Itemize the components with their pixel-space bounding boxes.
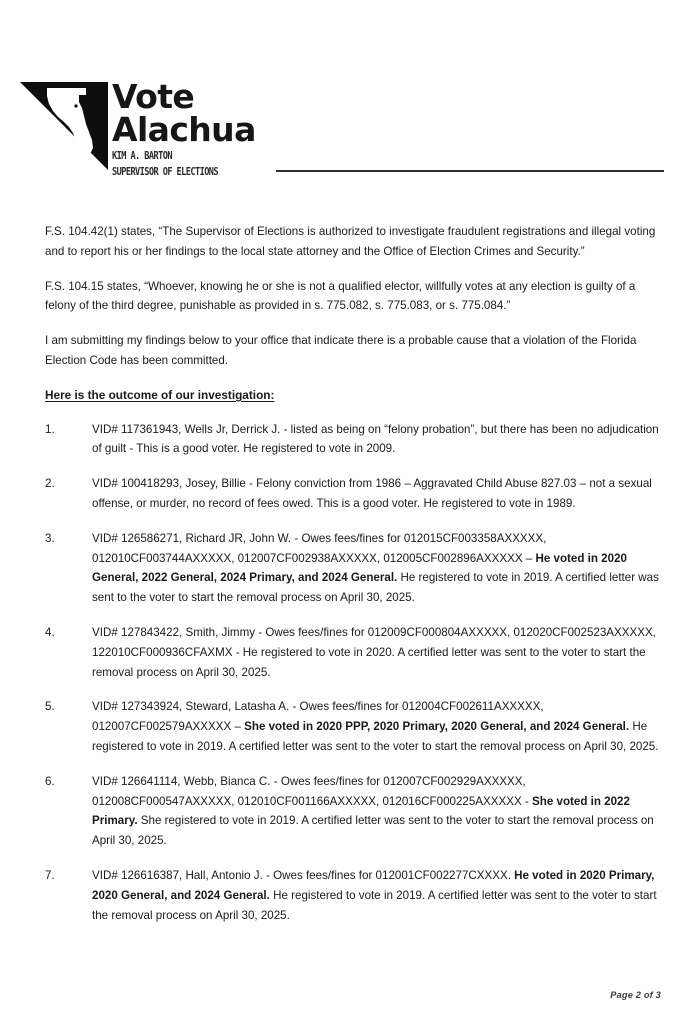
findings-list [45,420,660,926]
brand-wordmark [112,77,256,178]
finding-segment: VID# 126586271, Richard JR, John W. - Owes fees/fines for 012015CF003358AXXXXX, 012010CF003744AXXXXX, 012007CF002938AXXXXX, 012005CF002896AXXXXX – [92,531,547,565]
brand-line-alachua: Alachua [112,110,256,149]
statute-104-15-paragraph: F.S. 104.15 states, “Whoever, knowing he or she is not a qualified elector, willfully votes at any election is guilty of a felony of the third degree, punishable as provided in s. 775.082, s. 775.083, or s. 775.084.” [45,279,636,313]
finding-emphasis: She voted in 2022 Primary. [92,794,630,828]
finding-number: 4. [45,625,55,639]
finding-segment: VID# 100418293, Josey, Billie - Felony conviction from 1986 – Aggravated Child Abuse 827.03 – not a sexual offense, or murder, no record of fees owed. This is a good voter. He registered to vote in 1989. [92,477,652,510]
finding-emphasis: She voted in 2020 PPP, 2020 Primary, 2020 General, and 2024 General. [244,720,630,734]
finding-emphasis: He voted in 2020 Primary, 2020 General, and 2024 General. [92,868,655,902]
finding-number: 3. [45,531,55,545]
finding-item [45,697,660,756]
florida-checkmark-logo-icon [20,82,108,170]
finding-item [45,623,660,682]
official-title: SUPERVISOR OF ELECTIONS [112,165,219,178]
page-section-heading: Here is the outcome of our investigation: [45,387,275,402]
page-number-footer: Page 2 of 3 [610,990,661,1000]
finding-text [92,772,660,851]
florida-state-silhouette-icon [46,86,96,158]
brand-line-vote: Vote [112,77,195,116]
finding-segment: She registered to vote in 2019. A certified letter was sent to the voter to start the removal process on April 30, 2025. [92,814,654,848]
finding-segment: VID# 126616387, Hall, Antonio J. - Owes fees/fines for 012001CF002277CXXXX. [92,868,515,882]
finding-number: 5. [45,700,55,714]
finding-text [92,866,660,925]
finding-segment: He registered to vote in 2019. A certified letter was sent to the voter to start the removal process on April 30, 2025. [92,571,659,605]
letterhead-divider-rule [276,170,664,172]
finding-item [45,529,660,608]
finding-item [45,772,660,851]
finding-item [45,420,660,460]
finding-item [45,866,660,925]
finding-number: 7. [45,868,55,882]
finding-emphasis: He voted in 2020 General, 2022 General, 2024 Primary, and 2024 General. [92,551,627,585]
finding-number: 6. [45,774,55,788]
finding-text [92,623,660,682]
finding-segment: VID# 117361943, Wells Jr, Derrick J. - listed as being on “felony probation”, but there has been no adjudication of guilt - This is a good voter. He registered to vote in 2009. [92,422,659,456]
statute-104-42-paragraph: F.S. 104.42(1) states, “The Supervisor of Elections is authorized to investigate fraudulent registrations and illegal voting and to report his or her findings to the local state attorney and the Office of Election Crimes and Security.” [45,225,656,258]
finding-segment: VID# 127843422, Smith, Jimmy - Owes fees/fines for 012009CF000804AXXXXX, 012020CF002523AXXXXX, 122010CF000936CFAXMX - He registered to vote in 2020. A certified letter was sent to the voter to start the removal process on April 30, 2025. [92,625,656,679]
finding-segment: He registered to vote in 2019. A certified letter was sent to the voter to start the removal process on April 30, 2025. [92,720,659,753]
finding-segment: He registered to vote in 2019. A certified letter was sent to the voter to start the removal process on April 30, 2025. [92,888,657,922]
finding-item [45,474,660,514]
finding-segment: VID# 127343924, Steward, Latasha A. - Owes fees/fines for 012004CF002611AXXXXX, 012007CF002579AXXXXX – [92,700,544,734]
letterhead [20,77,665,185]
submission-paragraph: I am submitting my findings below to your office that indicate there is a probable cause that a violation of the Florida Election Code has been committed. [45,334,637,367]
finding-text [92,697,660,756]
finding-text [92,474,660,514]
finding-number: 1. [45,422,55,436]
finding-text [92,420,660,460]
finding-number: 2. [45,477,55,491]
document-body [45,222,660,925]
finding-text [92,529,660,608]
official-name: KIM A. BARTON [112,150,172,162]
finding-segment: VID# 126641114, Webb, Bianca C. - Owes fees/fines for 012007CF002929AXXXXX, 012008CF000547AXXXXX, 012010CF001166AXXXXX, 012016CF000225AXXXXX - [92,774,533,808]
